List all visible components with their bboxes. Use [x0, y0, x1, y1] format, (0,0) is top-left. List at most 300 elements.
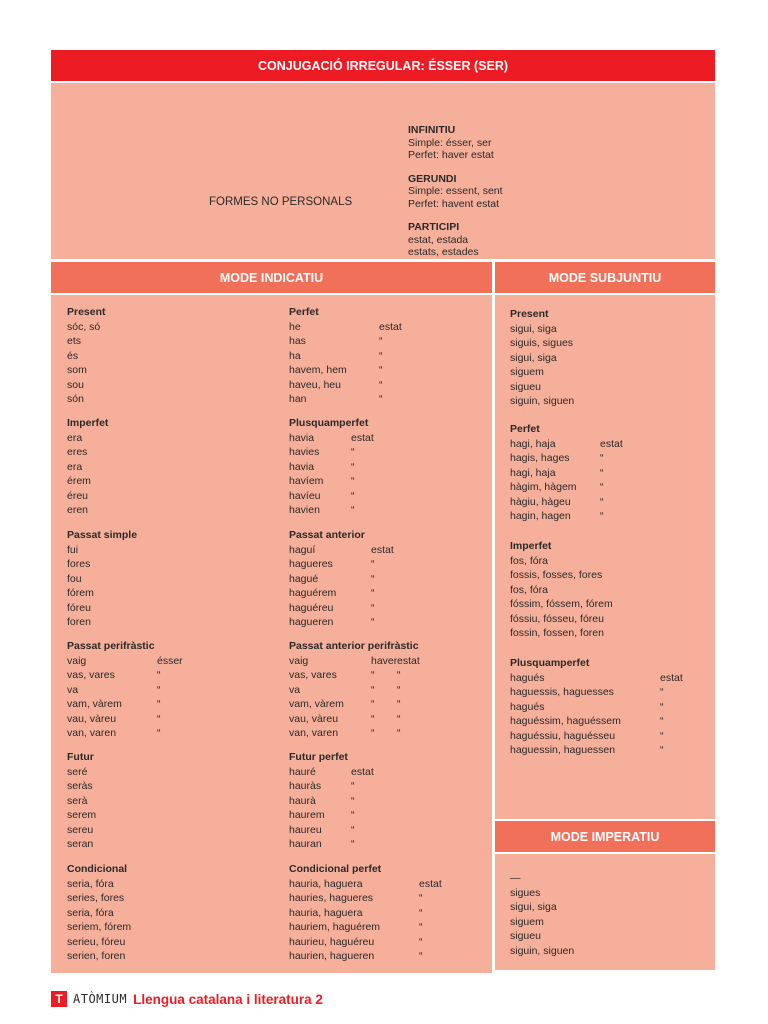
- verb-form: haveu, heu: [289, 378, 341, 391]
- conjugation-row: [67, 320, 147, 335]
- verb-form: seràs: [67, 780, 93, 792]
- conjugation-row: [67, 837, 147, 852]
- conjugation-row: [289, 668, 437, 683]
- np-line: estats, estades: [408, 246, 479, 258]
- auxiliary-cell: “: [351, 446, 355, 458]
- verb-form: fos, fóra: [510, 583, 548, 596]
- verb-form: serà: [67, 794, 88, 807]
- conjugation-row: [289, 726, 437, 741]
- auxiliary-cell: estat: [379, 320, 402, 333]
- verb-form: van, varen: [67, 727, 117, 739]
- conjugation-row: [67, 460, 147, 475]
- infinitive-group: [408, 124, 503, 162]
- conjugation-row: [289, 794, 401, 809]
- auxiliary-cell: “: [157, 669, 161, 681]
- conjugation-row: [289, 823, 401, 838]
- conjugation-row: [510, 729, 710, 744]
- conjugation-row: [289, 543, 421, 558]
- conjugation-row: [510, 495, 650, 510]
- conjugation-row: [289, 474, 401, 489]
- auxiliary-cell: “: [397, 698, 401, 710]
- conjugation-row: [510, 466, 650, 481]
- conjugation-row: [289, 935, 469, 950]
- conjugation-row: [67, 349, 147, 364]
- conjugation-row: [67, 334, 147, 349]
- auxiliary-cell: “: [371, 587, 375, 599]
- auxiliary-cell: “: [351, 794, 355, 807]
- auxiliary-cell: ésser: [157, 654, 183, 667]
- verb-form: haguérem: [289, 587, 337, 599]
- conjugation-row: [510, 336, 660, 351]
- conjugation-row: [510, 480, 650, 495]
- auxiliary-cell: estat: [351, 765, 374, 778]
- tense-block: [510, 307, 660, 409]
- verb-form: sou: [67, 378, 84, 391]
- tense-block: [289, 416, 401, 518]
- verb-form: serem: [67, 809, 97, 821]
- conjugation-row: [289, 683, 437, 698]
- conjugation-row: [289, 712, 437, 727]
- imperative-form: siguin, siguen: [510, 944, 575, 957]
- nonpersonal-label: FORMES NO PERSONALS: [209, 196, 353, 208]
- verb-form: haurien, hagueren: [289, 950, 375, 962]
- conjugation-row: [289, 697, 437, 712]
- conjugation-row: [289, 601, 421, 616]
- conjugation-row: [67, 891, 147, 906]
- verb-form: és: [67, 349, 79, 362]
- conjugation-row: [67, 712, 207, 727]
- verb-form: haurem: [289, 809, 325, 821]
- tense-title: Imperfet: [510, 540, 552, 552]
- auxiliary-cell: “: [660, 700, 664, 713]
- imperative-form: siguem: [510, 915, 544, 928]
- auxiliary-cell: estat: [397, 654, 420, 667]
- conjugation-row: [289, 320, 429, 335]
- conjugation-row: [289, 503, 401, 518]
- right-column: [495, 262, 715, 973]
- conjugation-row: [289, 431, 401, 446]
- conjugation-row: [289, 349, 429, 364]
- auxiliary-cell: “: [351, 823, 355, 836]
- verb-form: havies: [289, 446, 320, 458]
- auxiliary-cell: “: [351, 475, 355, 487]
- verb-form: siguem: [510, 366, 544, 378]
- np-line: Perfet: havent estat: [408, 197, 500, 210]
- verb-form: fórem: [67, 587, 94, 599]
- conjugation-row: [67, 363, 147, 378]
- tense-block: [289, 528, 421, 630]
- tense-title: Plusquamperfet: [510, 657, 590, 669]
- verb-form: fossis, fosses, fores: [510, 569, 603, 581]
- conjugation-row: [510, 714, 710, 729]
- conjugation-row: [67, 949, 147, 964]
- conjugation-row: [510, 612, 660, 627]
- verb-form: he: [289, 320, 301, 333]
- tense-block: [67, 639, 207, 741]
- verb-form: hagués: [510, 700, 545, 713]
- conjugation-row: [289, 489, 401, 504]
- verb-form: foren: [67, 616, 91, 628]
- conjugation-row: [289, 808, 401, 823]
- tense-block: [289, 862, 469, 964]
- conjugation-row: [289, 779, 401, 794]
- conjugation-row: [510, 380, 660, 395]
- conjugation-row: [510, 626, 660, 641]
- auxiliary-cell: “: [660, 729, 664, 742]
- auxiliary-cell: “: [371, 712, 375, 725]
- conjugation-row: [67, 378, 147, 393]
- auxiliary-cell: estat: [660, 671, 683, 684]
- conjugation-row: [67, 808, 147, 823]
- verb-form: vam, vàrem: [67, 698, 122, 710]
- auxiliary-cell: “: [371, 683, 375, 696]
- auxiliary-cell: “: [157, 683, 161, 696]
- verb-form: hagueres: [289, 558, 333, 570]
- imperative-forms: [510, 871, 574, 958]
- auxiliary-cell: “: [371, 698, 375, 710]
- auxiliary-cell: “: [600, 466, 604, 479]
- imperative-form: —: [510, 872, 521, 884]
- verb-form: érem: [67, 475, 91, 487]
- conjugation-row: [289, 920, 469, 935]
- verb-form: vaig: [67, 654, 87, 667]
- verb-form: havia: [289, 460, 315, 473]
- nonpersonal-forms-section: [51, 83, 715, 259]
- verb-form: hagi, haja: [510, 466, 556, 479]
- auxiliary-cell: “: [600, 510, 604, 522]
- auxiliary-cell: “: [371, 727, 375, 739]
- auxiliary-cell: “: [419, 921, 423, 933]
- tense-block: [67, 862, 147, 964]
- auxiliary-cell: “: [660, 715, 664, 727]
- conjugation-row: [510, 365, 660, 380]
- conjugation-row: [289, 334, 429, 349]
- conjugation-row: [67, 683, 207, 698]
- tense-title: Plusquamperfet: [289, 417, 369, 429]
- auxiliary-cell: haver: [371, 654, 398, 667]
- verb-form: hagueren: [289, 616, 334, 628]
- conjugation-row: [289, 363, 429, 378]
- nonpersonal-groups: [408, 124, 503, 270]
- verb-form: siguis, sigues: [510, 337, 574, 349]
- conjugation-row: [67, 392, 147, 407]
- conjugation-row: [67, 601, 147, 616]
- auxiliary-cell: “: [397, 727, 401, 739]
- verb-form: hagués: [510, 671, 545, 684]
- conjugation-row: [67, 920, 147, 935]
- verb-form: hauràs: [289, 780, 322, 792]
- conjugation-row: [510, 451, 650, 466]
- conjugation-table: [51, 50, 715, 973]
- verb-form: fossin, fossen, foren: [510, 627, 604, 639]
- indicative-heading: MODE INDICATIU: [51, 262, 492, 293]
- tense-title: Passat anterior: [289, 529, 365, 541]
- tense-block: [67, 416, 147, 518]
- book-title: Llengua catalana i literatura 2: [133, 991, 323, 1007]
- page-footer: [51, 990, 323, 1008]
- auxiliary-cell: “: [600, 495, 604, 508]
- imperative-form: sigui, siga: [510, 901, 557, 913]
- verb-form: hàgim, hàgem: [510, 481, 577, 493]
- verb-form: seré: [67, 765, 88, 778]
- conjugation-row: [510, 583, 660, 598]
- auxiliary-cell: “: [397, 712, 401, 725]
- auxiliary-cell: “: [600, 481, 604, 493]
- auxiliary-cell: “: [371, 601, 375, 614]
- verb-form: era: [67, 460, 83, 473]
- auxiliary-cell: “: [157, 712, 161, 725]
- verb-form: haureu: [289, 823, 322, 836]
- verb-form: sóc, só: [67, 320, 101, 333]
- auxiliary-cell: “: [351, 504, 355, 516]
- verb-form: fui: [67, 543, 79, 556]
- conjugation-row: [67, 823, 147, 838]
- table-title: CONJUGACIÓ IRREGULAR: ÉSSER (SER): [51, 50, 715, 81]
- tense-block: [510, 539, 660, 641]
- conjugation-row: [289, 557, 421, 572]
- auxiliary-cell: “: [379, 364, 383, 376]
- auxiliary-cell: “: [660, 686, 664, 698]
- auxiliary-cell: estat: [419, 877, 442, 890]
- conjugation-row: [510, 394, 660, 409]
- verb-form: va: [289, 683, 301, 696]
- imperative-heading: MODE IMPERATIU: [495, 821, 715, 852]
- auxiliary-cell: “: [419, 892, 423, 904]
- conjugation-row: [289, 765, 401, 780]
- verb-form: fóreu: [67, 601, 91, 614]
- conjugation-row: [289, 586, 421, 601]
- verb-form: vam, vàrem: [289, 698, 344, 710]
- conjugation-row: [67, 794, 147, 809]
- auxiliary-cell: “: [660, 744, 664, 756]
- verb-form: hauries, hagueres: [289, 892, 374, 904]
- np-line: Perfet: haver estat: [408, 149, 494, 161]
- conjugation-row: [67, 668, 207, 683]
- verb-form: va: [67, 683, 79, 696]
- tense-block: [67, 750, 147, 852]
- conjugation-row: [289, 891, 469, 906]
- verb-form: haurà: [289, 794, 316, 807]
- verb-form: eren: [67, 504, 89, 516]
- verb-form: haguéssiu, haguésseu: [510, 729, 616, 742]
- verb-form: has: [289, 335, 306, 347]
- gerund-group: [408, 173, 503, 211]
- conjugation-row: [510, 671, 710, 686]
- auxiliary-cell: “: [371, 669, 375, 681]
- np-heading: INFINITIU: [408, 124, 456, 136]
- verb-form: hagis, hages: [510, 452, 570, 464]
- conjugation-row: [67, 779, 147, 794]
- publisher-logo-icon: T: [51, 991, 67, 1007]
- verb-form: hagi, haja: [510, 437, 556, 450]
- conjugation-row: [67, 474, 147, 489]
- verb-form: ets: [67, 335, 82, 347]
- tense-block: [510, 656, 710, 758]
- conjugation-row: [289, 392, 429, 407]
- conjugation-row: [67, 572, 147, 587]
- conjugation-row: [510, 509, 650, 524]
- verb-form: vau, vàreu: [289, 712, 339, 725]
- conjugation-row: [510, 597, 660, 612]
- verb-form: siguin, siguen: [510, 395, 575, 407]
- verb-form: sigueu: [510, 380, 541, 393]
- verb-form: series, fores: [67, 892, 125, 904]
- conjugation-row: [67, 431, 147, 446]
- conjugation-row: [289, 949, 469, 964]
- conjugation-row: [510, 554, 660, 569]
- verb-form: haguí: [289, 543, 316, 556]
- verb-form: som: [67, 364, 87, 376]
- conjugation-row: [510, 437, 650, 452]
- verb-form: serieu, fóreu: [67, 935, 126, 948]
- auxiliary-cell: “: [157, 698, 161, 710]
- verb-form: hauran: [289, 838, 322, 850]
- tense-title: Futur perfet: [289, 751, 348, 763]
- tense-title: Condicional perfet: [289, 863, 382, 875]
- auxiliary-cell: “: [419, 950, 423, 962]
- auxiliary-cell: “: [419, 935, 423, 948]
- conjugation-row: [289, 445, 401, 460]
- tense-block: [67, 305, 147, 407]
- verb-form: havia: [289, 431, 315, 444]
- verb-form: havem, hem: [289, 364, 347, 376]
- conjugation-row: [67, 726, 207, 741]
- verb-form: fou: [67, 572, 82, 585]
- verb-form: vaig: [289, 654, 309, 667]
- auxiliary-cell: “: [397, 669, 401, 681]
- indicative-body: [51, 295, 492, 973]
- conjugation-row: [67, 615, 147, 630]
- tense-title: Perfet: [289, 306, 319, 318]
- verb-form: havíeu: [289, 489, 321, 502]
- verb-form: han: [289, 393, 307, 405]
- verb-form: fos, fóra: [510, 554, 548, 567]
- brand-name: ATÒMIUM: [73, 992, 128, 1006]
- verb-form: havíem: [289, 475, 324, 487]
- auxiliary-cell: “: [371, 558, 375, 570]
- conjugation-row: [67, 906, 147, 921]
- conjugation-row: [510, 743, 710, 758]
- conjugation-row: [67, 654, 207, 669]
- verb-form: hauria, haguera: [289, 906, 363, 919]
- conjugation-row: [67, 489, 147, 504]
- auxiliary-cell: “: [379, 393, 383, 405]
- auxiliary-cell: estat: [600, 437, 623, 450]
- conjugation-row: [510, 700, 710, 715]
- auxiliary-cell: “: [419, 906, 423, 919]
- verb-form: sigui, siga: [510, 351, 557, 364]
- verb-form: seria, fóra: [67, 906, 114, 919]
- auxiliary-cell: “: [351, 838, 355, 850]
- np-heading: PARTICIPI: [408, 221, 460, 233]
- tense-title: Passat simple: [67, 529, 138, 541]
- conjugation-row: [67, 765, 147, 780]
- conjugation-row: [289, 572, 421, 587]
- imperative-form: sigues: [510, 886, 541, 899]
- verb-form: haguéreu: [289, 601, 334, 614]
- conjugation-row: [510, 685, 710, 700]
- verb-form: seria, fóra: [67, 877, 114, 890]
- verb-form: haguéssim, haguéssem: [510, 715, 621, 727]
- verb-form: vau, vàreu: [67, 712, 117, 725]
- auxiliary-cell: “: [157, 727, 161, 739]
- verb-form: era: [67, 431, 83, 444]
- tense-title: Condicional: [67, 863, 128, 875]
- tense-title: Perfet: [510, 423, 540, 435]
- verb-form: hauria, haguera: [289, 877, 363, 890]
- tense-block: [67, 528, 147, 630]
- verb-form: haguessin, haguessen: [510, 744, 616, 756]
- verb-form: haguessis, haguesses: [510, 686, 614, 698]
- auxiliary-cell: estat: [351, 431, 374, 444]
- conjugation-row: [67, 877, 147, 892]
- auxiliary-cell: “: [379, 378, 383, 391]
- tense-title: Futur: [67, 751, 94, 763]
- verb-form: havien: [289, 504, 320, 516]
- tense-title: Passat anterior perifràstic: [289, 640, 419, 652]
- verb-form: serien, foren: [67, 950, 126, 962]
- auxiliary-cell: “: [379, 335, 383, 347]
- verb-form: hagin, hagen: [510, 510, 571, 522]
- verb-form: hagué: [289, 572, 319, 585]
- conjugation-row: [67, 935, 147, 950]
- verb-form: éreu: [67, 489, 89, 502]
- imperative-form: sigueu: [510, 930, 541, 942]
- conjugation-row: [510, 568, 660, 583]
- conjugation-row: [67, 586, 147, 601]
- auxiliary-cell: “: [371, 572, 375, 585]
- conjugation-row: [510, 322, 660, 337]
- tense-block: [289, 639, 437, 741]
- auxiliary-cell: “: [397, 683, 401, 696]
- auxiliary-cell: “: [371, 616, 375, 628]
- tense-block: [510, 422, 650, 524]
- np-heading: GERUNDI: [408, 172, 457, 185]
- verb-form: ha: [289, 349, 301, 362]
- conjugation-row: [289, 615, 421, 630]
- tense-title: Present: [510, 308, 549, 320]
- conjugation-row: [289, 654, 437, 669]
- subjunctive-heading: MODE SUBJUNTIU: [495, 262, 715, 293]
- conjugation-row: [289, 906, 469, 921]
- verb-form: seriem, fórem: [67, 921, 132, 933]
- tense-title: Imperfet: [67, 417, 109, 429]
- verb-form: fóssim, fóssem, fórem: [510, 598, 613, 610]
- auxiliary-cell: “: [351, 489, 355, 502]
- verb-form: eres: [67, 446, 88, 458]
- verb-form: sigui, siga: [510, 322, 557, 335]
- auxiliary-cell: “: [351, 460, 355, 473]
- conjugation-row: [289, 378, 429, 393]
- verb-form: hauriem, haguérem: [289, 921, 381, 933]
- conjugation-row: [67, 557, 147, 572]
- verb-form: seran: [67, 838, 94, 850]
- conjugation-row: [67, 697, 207, 712]
- conjugation-row: [67, 543, 147, 558]
- tense-block: [289, 750, 401, 852]
- verb-form: sereu: [67, 823, 94, 836]
- np-line: estat, estada: [408, 233, 469, 246]
- np-line: Simple: essent, sent: [408, 185, 503, 197]
- verb-form: fores: [67, 558, 91, 570]
- auxiliary-cell: “: [351, 809, 355, 821]
- verb-form: vas, vares: [67, 669, 115, 681]
- auxiliary-cell: estat: [371, 543, 394, 556]
- participle-group: [408, 221, 503, 259]
- verb-form: són: [67, 393, 84, 405]
- modes-section: [51, 262, 715, 973]
- subjunctive-body: [495, 295, 715, 819]
